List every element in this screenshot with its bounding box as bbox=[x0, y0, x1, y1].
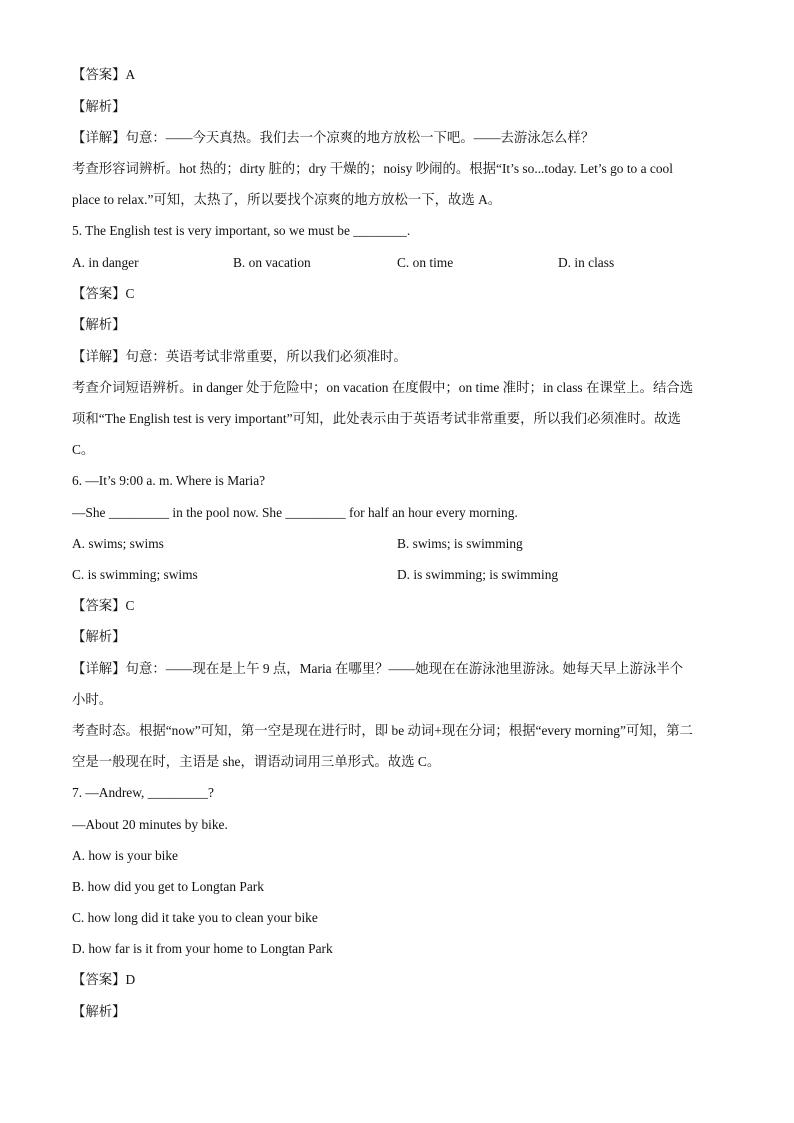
option-c: C. is swimming; swims bbox=[72, 567, 198, 582]
explain-text: 空是一般现在时，主语是 she，谓语动词用三单形式。故选 C。 bbox=[72, 754, 441, 769]
explain-text: 考查形容词辨析。hot 热的；dirty 脏的；dry 干燥的；noisy 吵闹的。根据“It’s so...today. Let’s go to a cool bbox=[72, 161, 673, 176]
detail-text: 【详解】句意：——现在是上午 9 点，Maria 在哪里？——她现在在游泳池里游泳。她每天早上游泳半个 bbox=[72, 661, 684, 676]
option-a: A. swims; swims bbox=[72, 536, 164, 551]
explain-text: 项和“The English test is very important”可知，此处表示由于英语考试非常重要，所以我们必须准时。故选 bbox=[72, 411, 681, 426]
option-c: C. on time bbox=[397, 255, 454, 270]
option-b: B. on vacation bbox=[233, 255, 311, 270]
option-d: D. in class bbox=[558, 255, 615, 270]
option-b: B. swims; is swimming bbox=[397, 536, 523, 551]
option-b: B. how did you get to Longtan Park bbox=[72, 879, 264, 894]
explain-text: place to relax.”可知，太热了，所以要找个凉爽的地方放松一下，故选 A。 bbox=[72, 192, 502, 207]
option-a: A. in danger bbox=[72, 255, 139, 270]
detail-text: 小时。 bbox=[72, 692, 113, 707]
detail-text: 【详解】句意：——今天真热。我们去一个凉爽的地方放松一下吧。——去游泳怎么样？ bbox=[72, 130, 595, 145]
question-stem: —About 20 minutes by bike. bbox=[72, 817, 228, 832]
answer-label: 【答案】C bbox=[72, 286, 135, 301]
question-stem: 6. —It’s 9:00 a. m. Where is Maria? bbox=[72, 473, 266, 488]
question-stem: 5. The English test is very important, so we must be ________. bbox=[72, 223, 411, 238]
explain-text: 考查时态。根据“now”可知，第一空是现在进行时，即 be 动词+现在分词；根据“every morning”可知，第二 bbox=[72, 723, 693, 738]
answer-label: 【答案】D bbox=[72, 972, 136, 987]
answer-label: 【答案】A bbox=[72, 67, 136, 82]
analysis-label: 【解析】 bbox=[72, 1004, 126, 1019]
option-a: A. how is your bike bbox=[72, 848, 179, 863]
analysis-label: 【解析】 bbox=[72, 629, 126, 644]
explain-text: 考查介词短语辨析。in danger 处于危险中；on vacation 在度假中；on time 准时；in class 在课堂上。结合选 bbox=[72, 380, 694, 395]
answer-label: 【答案】C bbox=[72, 598, 135, 613]
analysis-label: 【解析】 bbox=[72, 317, 126, 332]
question-stem: —She _________ in the pool now. She _________ for half an hour every morning. bbox=[72, 505, 518, 520]
option-c: C. how long did it take you to clean your bike bbox=[72, 910, 318, 925]
option-d: D. is swimming; is swimming bbox=[397, 567, 559, 582]
option-d: D. how far is it from your home to Longtan Park bbox=[72, 941, 333, 956]
analysis-label: 【解析】 bbox=[72, 99, 126, 114]
detail-text: 【详解】句意：英语考试非常重要，所以我们必须准时。 bbox=[72, 349, 407, 364]
question-stem: 7. —Andrew, _________? bbox=[72, 785, 214, 800]
explain-text: C。 bbox=[72, 442, 95, 457]
